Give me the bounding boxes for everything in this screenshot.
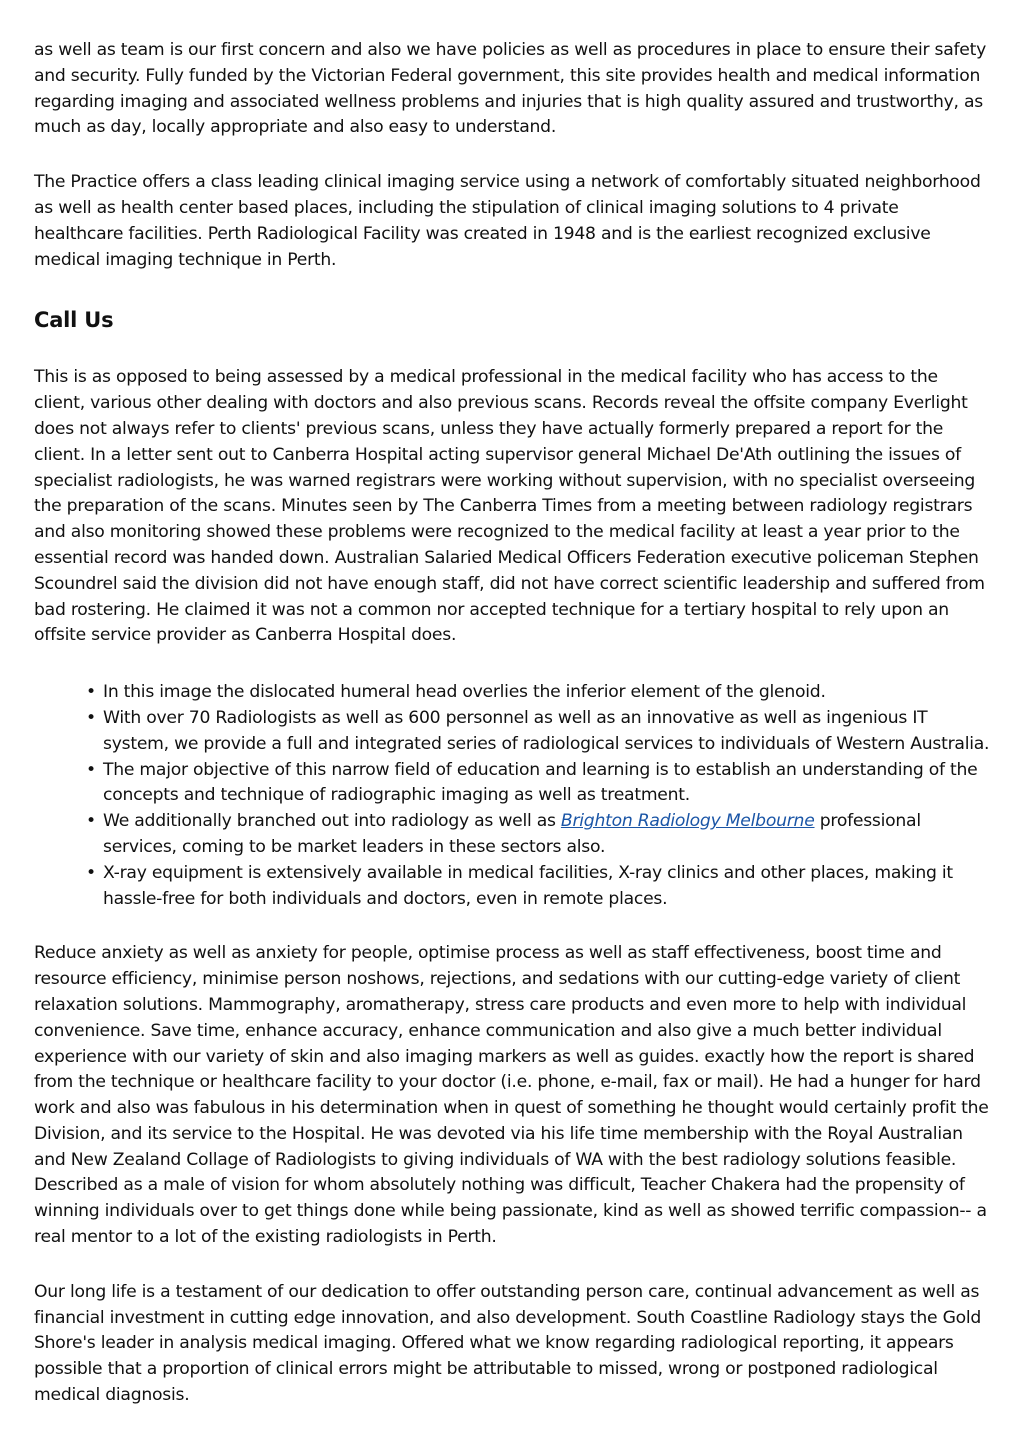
bullet-icon: •	[86, 811, 96, 832]
bullet-icon: •	[86, 862, 96, 883]
bullet-icon: •	[86, 759, 96, 780]
paragraph-practice: The Practice offers a class leading clinical imaging service using a network of comfortably situated neighborhood as well as health center based places, including the stipulation of clinical imaging solutions to 4 private healthcare facilities. Perth Radiological Facility was created in 1948 and is the earliest recognized exclusive medical imaging technique in Perth.	[34, 172, 981, 270]
bullet-icon: •	[86, 707, 96, 728]
list-item-text-after-link: professional services, coming to be market leaders in these sectors also.	[103, 811, 921, 857]
list-item	[86, 706, 992, 758]
paragraph-assessment: This is as opposed to being assessed by a medical professional in the medical facility who has access to the client, various other dealing with doctors and also previous scans. Records reveal the offsite company Everlight does not always refer to clients' previous scans, unless they have actually formerly prepared a report for the client. In a letter sent out to Canberra Hospital acting supervisor general Michael De'Ath outlining the issues of specialist radiologists, he was warned registrars were working without supervision, with no specialist overseeing the preparation of the scans. Minutes seen by The Canberra Times from a meeting between radiology registrars and also monitoring showed these problems were recognized to the medical facility at least a year prior to the essential record was handed down. Australian Salaried Medical Officers Federation executive policeman Stephen Scoundrel said the division did not have enough staff, did not have correct scientific leadership and suffered from bad rostering. He claimed it was not a common nor accepted technique for a tertiary hospital to rely upon an offsite service provider as Canberra Hospital does.	[34, 367, 985, 646]
list-item-text-before-link: We additionally branched out into radiology as well as	[103, 811, 561, 832]
list-item	[86, 809, 992, 861]
paragraph-intro: as well as team is our first concern and also we have policies as well as procedures in place to ensure their safety and security. Fully funded by the Victorian Federal government, this site provides health and medical information regarding imaging and associated wellness problems and injuries that is high quality assured and trustworthy, as much as day, locally appropriate and also easy to understand.	[34, 40, 987, 138]
list-item-text: X-ray equipment is extensively available in medical facilities, X-ray clinics and other places, making it hassle-free for both individuals and doctors, even in remote places.	[103, 862, 953, 909]
list-item-text: With over 70 Radiologists as well as 600 personnel as well as an innovative as well as ingenious IT system, we provide a full and integrated series of radiological services to individuals of Western Australia.	[103, 707, 990, 754]
paragraph-long-life: Our long life is a testament of our dedication to offer outstanding person care, continual advancement as well as financial investment in cutting edge innovation, and also development. South Coastline Radiology stays the Gold Shore's leader in analysis medical imaging. Offered what we know regarding radiological reporting, it appears possible that a proportion of clinical errors might be attributable to missed, wrong or postponed radiological medical diagnosis.	[34, 1281, 982, 1406]
brighton-radiology-link[interactable]: Brighton Radiology Melbourne	[560, 811, 815, 832]
section-heading-call-us: Call Us	[34, 308, 114, 333]
paragraph-anxiety: Reduce anxiety as well as anxiety for people, optimise process as well as staff effectiveness, boost time and resource efficiency, minimise person noshows, rejections, and sedations with our cutting-edge variety of client relaxation solutions. Mammography, aromatherapy, stress care products and even more to help with individual convenience. Save time, enhance accuracy, enhance communication and also give a much better individual experience with our variety of skin and also imaging markers as well as guides. exactly how the report is shared from the technique or healthcare facility to your doctor (i.e. phone, e-mail, fax or mail). He had a hunger for hard work and also was fabulous in his determination when in quest of something he thought would certainly profit the Division, and its service to the Hospital. He was devoted via his life time membership with the Royal Australian and New Zealand Collage of Radiologists to giving individuals of WA with the best radiology solutions feasible. Described as a male of vision for whom absolutely nothing was difficult, Teacher Chakera had the propensity of winning individuals over to get things done while being passionate, kind as well as showed terrific compassion-- a real mentor to a lot of the existing radiologists in Perth.	[34, 943, 989, 1248]
list-item	[86, 680, 992, 706]
list-item-text: The major objective of this narrow field of education and learning is to establish an understanding of the concepts and technique of radiographic imaging as well as treatment.	[103, 759, 978, 806]
bullet-list	[34, 680, 992, 912]
list-item	[86, 861, 992, 913]
list-item	[86, 758, 992, 810]
list-item-text: In this image the dislocated humeral head overlies the inferior element of the glenoid.	[103, 682, 826, 703]
bullet-icon: •	[86, 682, 96, 703]
